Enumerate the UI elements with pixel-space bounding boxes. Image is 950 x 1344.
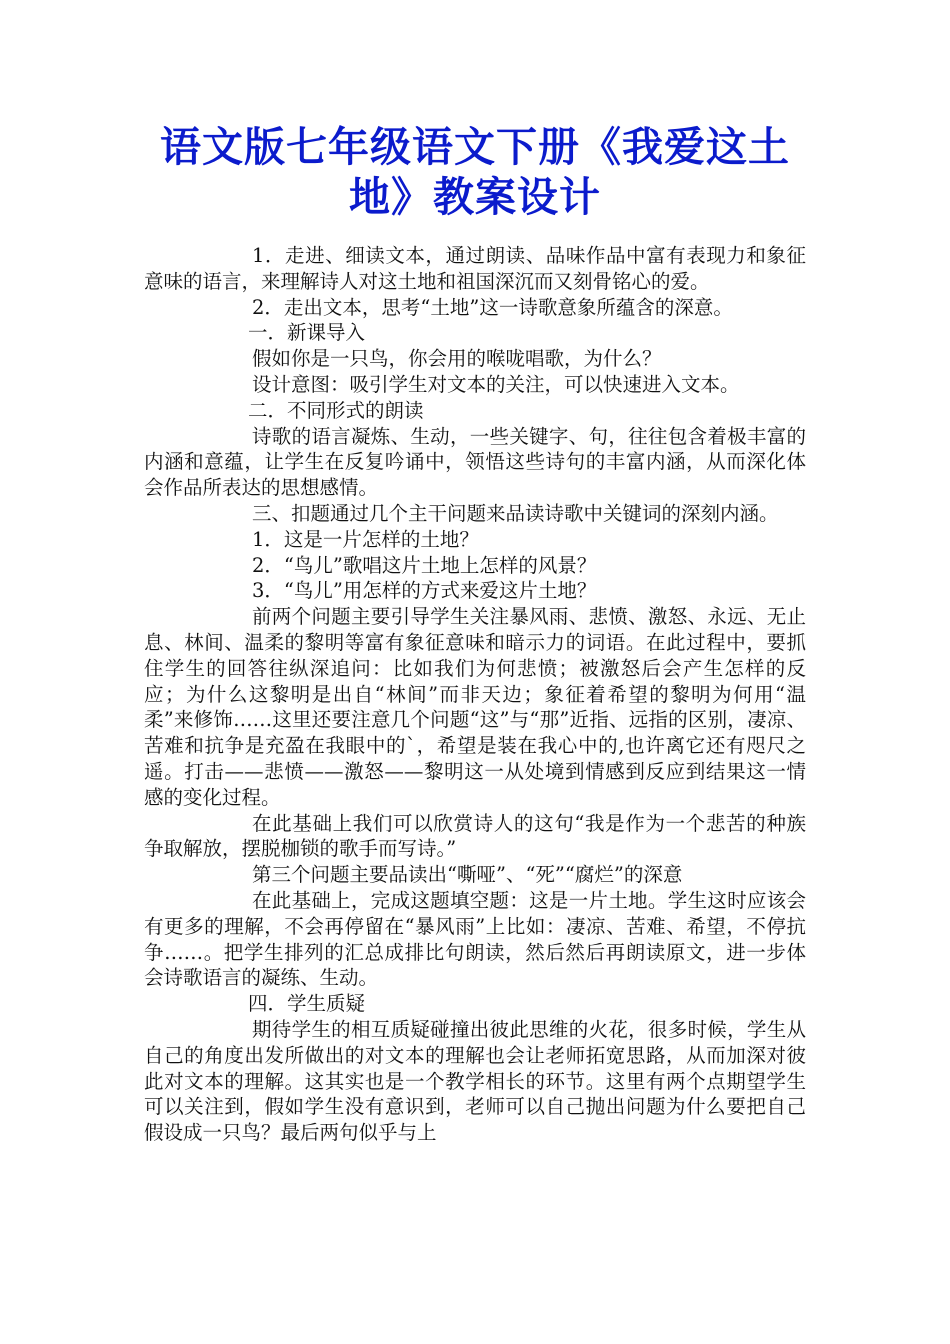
objective-2: 2．走出文本，思考“土地”这一诗歌意象所蕴含的深意。 bbox=[252, 295, 733, 319]
document-title bbox=[115, 122, 835, 222]
paragraph: 设计意图：吸引学生对文本的关注，可以快速进入文本。 bbox=[252, 372, 740, 396]
paragraph: 在此基础上我们可以欣赏诗人的这句“我是作为一个悲苦的种族争取解放，摆脱枷锁的歌手而写诗。” bbox=[144, 811, 806, 861]
paragraph: 假如你是一只鸟，你会用的喉咙唱歌，为什么？ bbox=[252, 347, 662, 371]
document-body bbox=[144, 243, 806, 1146]
paragraph: 在此基础上，完成这题填空题：这是一片土地。学生这时应该会有更多的理解，不会再停留在“暴风雨”上比如：凄凉、苦难、希望，不停抗争……。把学生排列的汇总成排比句朗读，然后然后再朗读原文，进一步体会诗歌语言的凝练、生动。 bbox=[144, 888, 806, 990]
paragraph: 第三个问题主要品读出“嘶哑”、“死”“腐烂”的深意 bbox=[252, 863, 683, 887]
title-line-2: 地》教案设计 bbox=[349, 173, 601, 221]
title-line-1: 语文版七年级语文下册《我爱这土 bbox=[160, 123, 790, 171]
objective-1: 1．走进、细读文本，通过朗读、品味作品中富有表现力和象征意味的语言，来理解诗人对这土地和祖国深沉而又刻骨铭心的爱。 bbox=[144, 244, 806, 293]
section-heading-2: 二．不同形式的朗读 bbox=[248, 398, 424, 422]
paragraph: 期待学生的相互质疑碰撞出彼此思维的火花，很多时候，学生从自己的角度出发所做出的对文本的理解也会让老师拓宽思路，从而加深对彼此对文本的理解。这其实也是一个教学相长的环节。这里有两个点期望学生可以关注到，假如学生没有意识到，老师可以自己抛出问题为什么要把自己假设成一只鸟？最后两句似乎与上 bbox=[144, 1017, 806, 1145]
question-3: 3．“鸟儿”用怎样的方式来爱这片土地？ bbox=[252, 579, 597, 603]
paragraph: 前两个问题主要引导学生关注暴风雨、悲愤、激怒、永远、无止息、林间、温柔的黎明等富有象征意味和暗示力的词语。在此过程中，要抓住学生的回答往纵深追问：比如我们为何悲愤；被激怒后会产生怎样的反应；为什么这黎明是出自“林间”而非天边；象征着希望的黎明为何用“温柔”来修饰……这里还要注意几个问题“这”与“那”近指、远指的区别，凄凉、苦难和抗争是充盈在我眼中的`，希望是装在我心中的,也许离它还有咫尺之遥。打击——悲愤——激怒——黎明这一从处境到情感到反应到结果这一情感的变化过程。 bbox=[144, 605, 806, 809]
question-2: 2．“鸟儿”歌唱这片土地上怎样的风景？ bbox=[252, 553, 597, 577]
question-1: 1．这是一片怎样的土地？ bbox=[252, 527, 479, 551]
section-heading-1: 一．新课导入 bbox=[248, 321, 366, 345]
section-heading-3: 三、扣题通过几个主干问题来品读诗歌中关键词的深刻内涵。 bbox=[252, 501, 779, 525]
paragraph: 诗歌的语言凝炼、生动，一些关键字、句，往往包含着极丰富的内涵和意蕴，让学生在反复吟诵中，领悟这些诗句的丰富内涵，从而深化体会作品所表达的思想感情。 bbox=[144, 424, 806, 500]
section-heading-4: 四．学生质疑 bbox=[248, 992, 366, 1016]
